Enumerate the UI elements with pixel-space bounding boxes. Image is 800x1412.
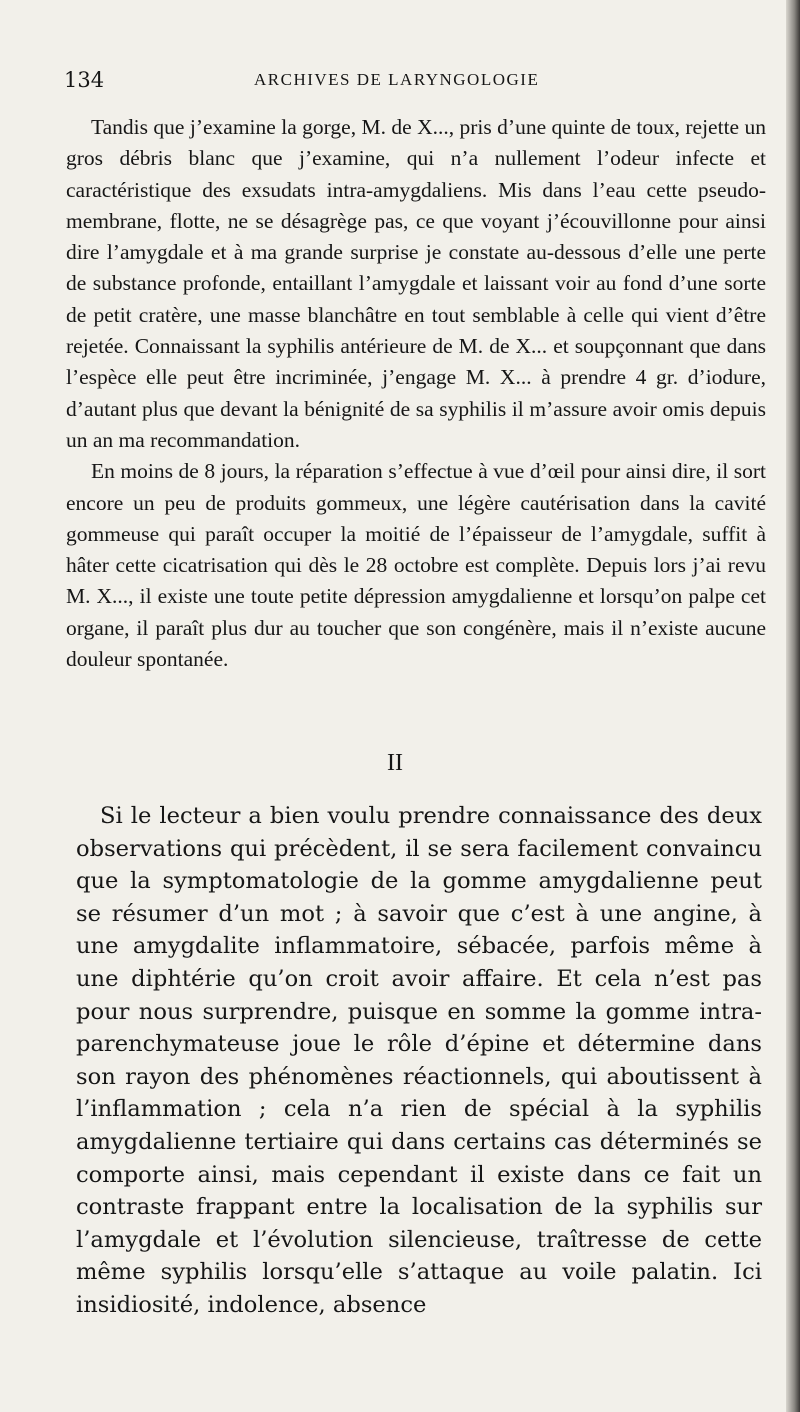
paragraph: En moins de 8 jours, la réparation s’effectue à vue d’œil pour ainsi dire, il sort encore un peu de produits gommeux, une légère cautérisation dans la cavité gommeuse qui paraît occuper la moitié de l’épaisseur de l’amygdale, suffit à hâter cette cicatrisation qui dès le 28 octobre est complète. Depuis lors j’ai revu M. X..., il existe une toute petite dépression amygdalienne et lorsqu’on palpe cet organe, il paraît plus dur au toucher que son congénère, mais il n’existe aucune douleur spontanée.: [66, 459, 766, 672]
page-edge-shadow: [786, 0, 800, 1412]
paragraph: Si le lecteur a bien voulu prendre connaissance des deux observations qui précèdent, il se sera facilement convaincu que la symptomatologie de la gomme amygdalienne peut se résumer d’un mot ; à savoir que c’est à une angine, à une amygdalite inflammatoire, sébacée, parfois même à une diphtérie qu’on croit avoir affaire. Et cela n’est pas pour nous surprendre, puisque en somme la gomme intra-parenchymateuse joue le rôle d’épine et détermine dans son rayon des phénomènes réactionnels, qui aboutissent à l’inflammation ; cela n’a rien de spécial à la syphilis amygdalienne tertiaire qui dans certains cas déterminés se comporte ainsi, mais cependant il existe dans ce fait un contraste frappant entre la localisation de la syphilis sur l’amygdale et l’évolution silencieuse, traîtresse de cette même syphilis lorsqu’elle s’attaque au voile palatin. Ici insidiosité, indolence, absence: [76, 803, 762, 1318]
paragraph: Tandis que j’examine la gorge, M. de X..., pris d’une quinte de toux, rejette un gros débris blanc que j’examine, qui n’a nullement l’odeur infecte et caractéristique des exsudats intra-amygdaliens. Mis dans l’eau cette pseudo-membrane, flotte, ne se désagrège pas, ce que voyant j’écouvillonne pour ainsi dire l’amygdale et à ma grande surprise je constate au-dessous d’elle une perte de substance profonde, entaillant l’amygdale et laissant voir au fond d’une sorte de petit cratère, une masse blanchâtre en tout semblable à celle qui vient d’être rejetée. Connaissant la syphilis antérieure de M. de X... et soupçonnant que dans l’espèce elle peut être incriminée, j’engage M. X... à prendre 4 gr. d’iodure, d’autant plus que devant la bénignité de sa syphilis il m’assure avoir omis depuis un an ma recommandation.: [66, 115, 766, 452]
page-number: 134: [64, 68, 105, 92]
section-heading: II: [387, 750, 403, 776]
page-header: [64, 68, 764, 98]
discussion-text: [76, 800, 762, 1322]
observation-text: [66, 112, 766, 675]
running-head: ARCHIVES DE LARYNGOLOGIE: [254, 70, 540, 89]
